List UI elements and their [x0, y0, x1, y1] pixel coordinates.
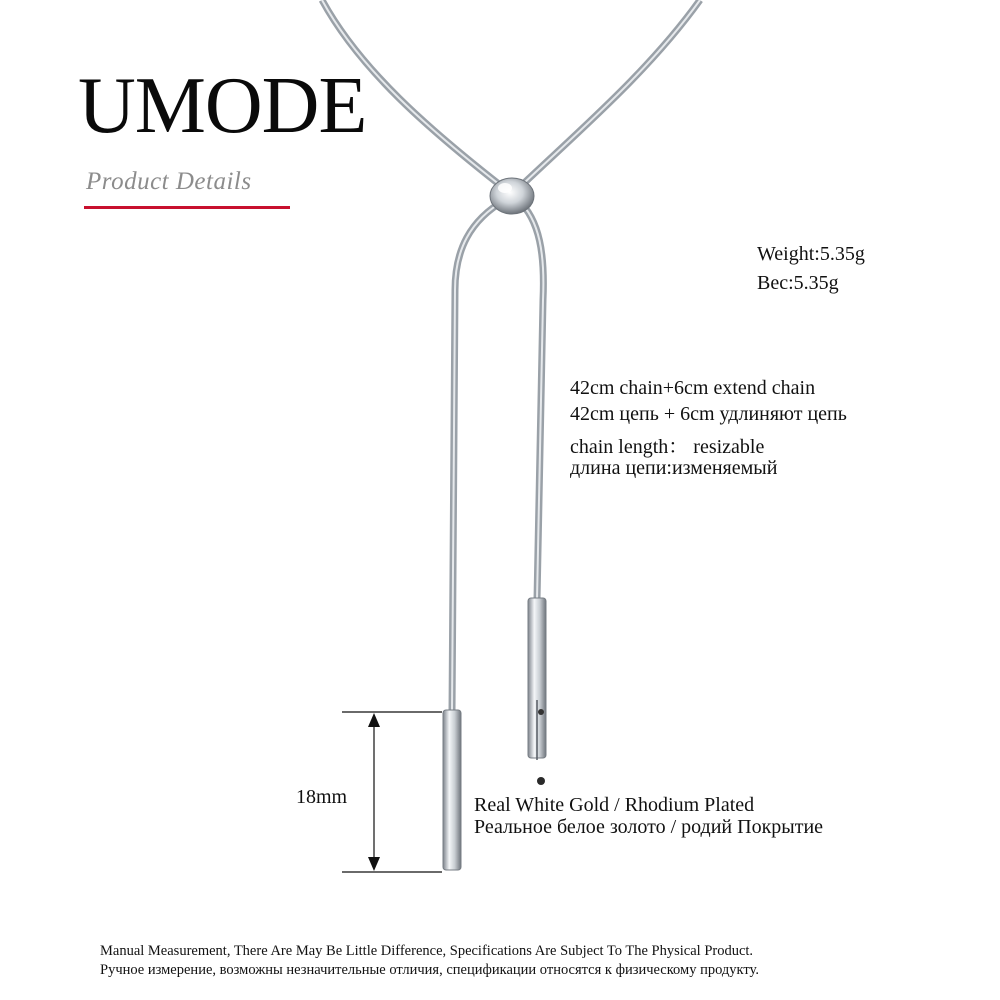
- chain-left-upper: [322, 0, 500, 185]
- length-spec-ru: длина цепи:изменяемый: [570, 457, 778, 479]
- product-details-heading: Product Details: [86, 168, 252, 195]
- footer-disclaimer-ru: Ручное измерение, возможны незначительные отличия, спецификации относятся к физическому продукту.: [100, 962, 759, 978]
- weight-en: Weight:5.35g: [757, 243, 865, 265]
- brand-logo: UMODE: [78, 62, 367, 150]
- weight-ru: Bec:5.35g: [757, 272, 839, 294]
- chain-spec-ru: 42cm цепь + 6cm удлиняют цепь: [570, 403, 847, 425]
- plating-ru: Реальное белое золото / родий Покрытие: [474, 816, 824, 838]
- pendant-end-ball: [537, 777, 545, 785]
- chain-right-drop: [518, 200, 543, 600]
- arrow-down-icon: [368, 857, 380, 871]
- left-bar-pendant: [443, 710, 461, 870]
- footer-disclaimer-en: Manual Measurement, There Are May Be Little Difference, Specifications Are Subject To The Physical Product.: [100, 943, 754, 959]
- dimension-label: 18mm: [296, 786, 348, 808]
- chain-left-drop: [452, 200, 505, 712]
- plating-en: Real White Gold / Rhodium Plated: [474, 794, 755, 816]
- chain-spec-en: 42cm chain+6cm extend chain: [570, 377, 816, 399]
- arrow-up-icon: [368, 713, 380, 727]
- length-spec-en: chain length： resizable: [570, 436, 765, 458]
- slider-bead: [490, 178, 534, 214]
- chain-right-upper: [522, 0, 700, 185]
